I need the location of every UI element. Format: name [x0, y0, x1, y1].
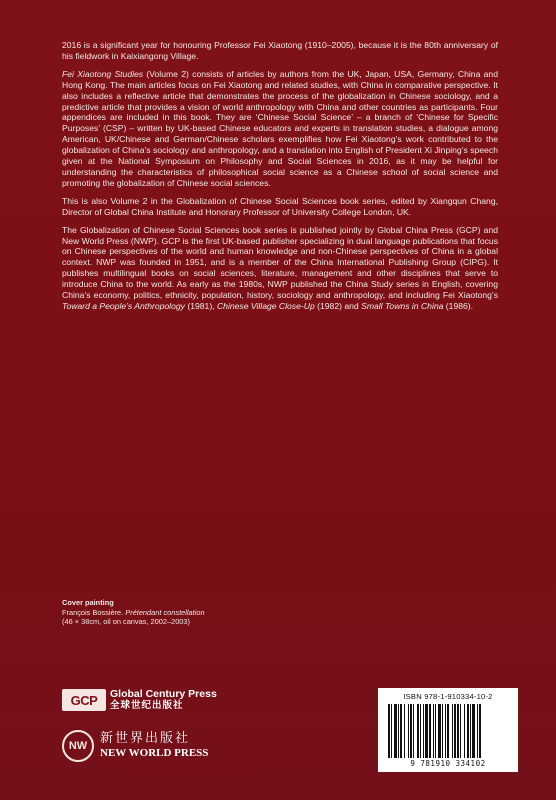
barcode-bar: [410, 704, 412, 758]
barcode-bar: [464, 704, 465, 758]
blurb-text: [62, 40, 498, 319]
blurb-paragraph-2-body: (Volume 2) consists of articles by authors from the UK, Japan, USA, Germany, China and Hong Kong. The main articles focus on Fei Xiaotong and related studies, with China in comparative perspective. It also includes a reflective article that demonstrates the process of the globalization in Chinese sociology, and a predictive article that provides a vision of world anthropology with China and other countries as participants. Four appendices are included in this book. They are ‘Chinese Social Science’ – a branch of ‘Chinese for Specific Purposes’ (CSP) – written by UK-based Chinese educators and experts in translation studies, a dialogue among American, UK/Chinese and German/Chinese scholars exemplifies how Fei Xiaotong’s work contributed to the globalization of China’s sociology and anthropology, and a translation into English of President Xi Jinping’s speech given at the National Symposium on Philosophy and Social Sciences in 2016, as it may be helpful for understanding the characteristics of philosophical social science as a Chinese school of social science and promoting the globalization of Chinese social sciences.: [62, 68, 498, 188]
cover-credit-details: (46 × 38cm, oil on canvas, 2002–2003): [62, 617, 190, 627]
barcode-bar: [457, 704, 459, 758]
book-ref-3-year: (1986).: [443, 300, 474, 311]
gcp-logo: [62, 685, 262, 715]
barcode-bar: [417, 704, 419, 758]
isbn-barcode-box: [378, 688, 518, 772]
cover-credit-heading: Cover painting: [62, 598, 114, 607]
barcode-bar: [413, 704, 414, 758]
barcode-bar: [435, 704, 436, 758]
barcode-bar: [394, 704, 397, 758]
barcode-bar: [467, 704, 469, 758]
barcode-bar: [388, 704, 390, 758]
barcode-bar: [420, 704, 421, 758]
barcode-bar: [477, 704, 478, 758]
book-title: Fei Xiaotong Studies: [62, 68, 144, 79]
barcode-bar: [452, 704, 453, 758]
barcode-bar: [470, 704, 471, 758]
barcode-bar: [404, 704, 405, 758]
barcode-bar: [460, 704, 461, 758]
barcode-bar: [442, 704, 443, 758]
barcode-bar: [400, 704, 402, 758]
gcp-name-cn: 全球世纪出版社: [110, 700, 184, 711]
gcp-logo-mark: GCP: [62, 689, 106, 711]
gcp-logo-text: [110, 689, 217, 711]
barcode-icon: [388, 704, 508, 758]
cover-credit-artist-line: [62, 608, 322, 618]
cover-credit-title: Prétendant constellation: [125, 607, 205, 617]
blurb-paragraph-4: [62, 225, 498, 312]
nwp-logo: [62, 726, 262, 766]
barcode-bar: [425, 704, 428, 758]
blurb-paragraph-4-body: The Globalization of Chinese Social Sciences book series is published jointly by Global China Press (GCP) and New World Press (NWP). GCP is the first UK-based publisher specializing in dual language publications that focus on Chinese perspectives of the world and human knowledge and non-Chinese perspectives of China in a global context. NWP was founded in 1951, and is a member of the China International Publishing Group (CIPG). It publishes multilingual books on social sciences, literature, management and other disciplines that serve to introduce China to the world. As early as the 1980s, NWP published the China Study series in English, covering China’s economy, politics, ethnicity, population, history, sociology and anthropology, and including Fei Xiaotong’s: [62, 224, 498, 301]
barcode-bar: [454, 704, 456, 758]
blurb-paragraph-3: This is also Volume 2 in the Globalization of Chinese Social Sciences book series, edited by Xiangqun Chang, Director of Global China Institute and Honorary Professor of University College London, UK.: [62, 195, 498, 217]
barcode-bar: [391, 704, 392, 758]
barcode-bar: [447, 704, 449, 758]
barcode-bar: [429, 704, 431, 758]
barcode-bar: [433, 704, 434, 758]
nwp-name-cn: 新世界出版社: [100, 731, 191, 746]
barcode-bar: [445, 704, 446, 758]
barcode-bar: [479, 704, 481, 758]
nwp-logo-mark: NW: [62, 730, 94, 762]
isbn-digits: 9 781910 334102: [410, 759, 486, 768]
book-ref-3: Small Towns in China: [361, 300, 444, 311]
book-ref-2: Chinese Village Close-Up: [216, 300, 315, 311]
nwp-logo-text: [100, 732, 208, 760]
barcode-bar: [438, 704, 441, 758]
book-ref-2-year: (1982) and: [314, 300, 362, 311]
barcode-bar: [423, 704, 424, 758]
barcode-bar: [408, 704, 409, 758]
gcp-name-en: Global Century Press: [110, 688, 217, 700]
cover-credit-artist: François Bossière.: [62, 607, 126, 617]
book-ref-1: Toward a People’s Anthropology: [62, 300, 185, 311]
cover-painting-credit: [62, 598, 322, 627]
isbn-label: ISBN 978-1-910334-10-2: [403, 692, 493, 701]
barcode-bar: [398, 704, 399, 758]
book-ref-1-year: (1981),: [184, 300, 217, 311]
nwp-name-en: NEW WORLD PRESS: [100, 747, 209, 759]
blurb-paragraph-2: [62, 69, 498, 189]
blurb-paragraph-1: 2016 is a significant year for honouring Professor Fei Xiaotong (1910–2005), because it is the 80th anniversary of his fieldwork in Kaixiangong Village.: [62, 40, 498, 61]
barcode-bar: [472, 704, 475, 758]
